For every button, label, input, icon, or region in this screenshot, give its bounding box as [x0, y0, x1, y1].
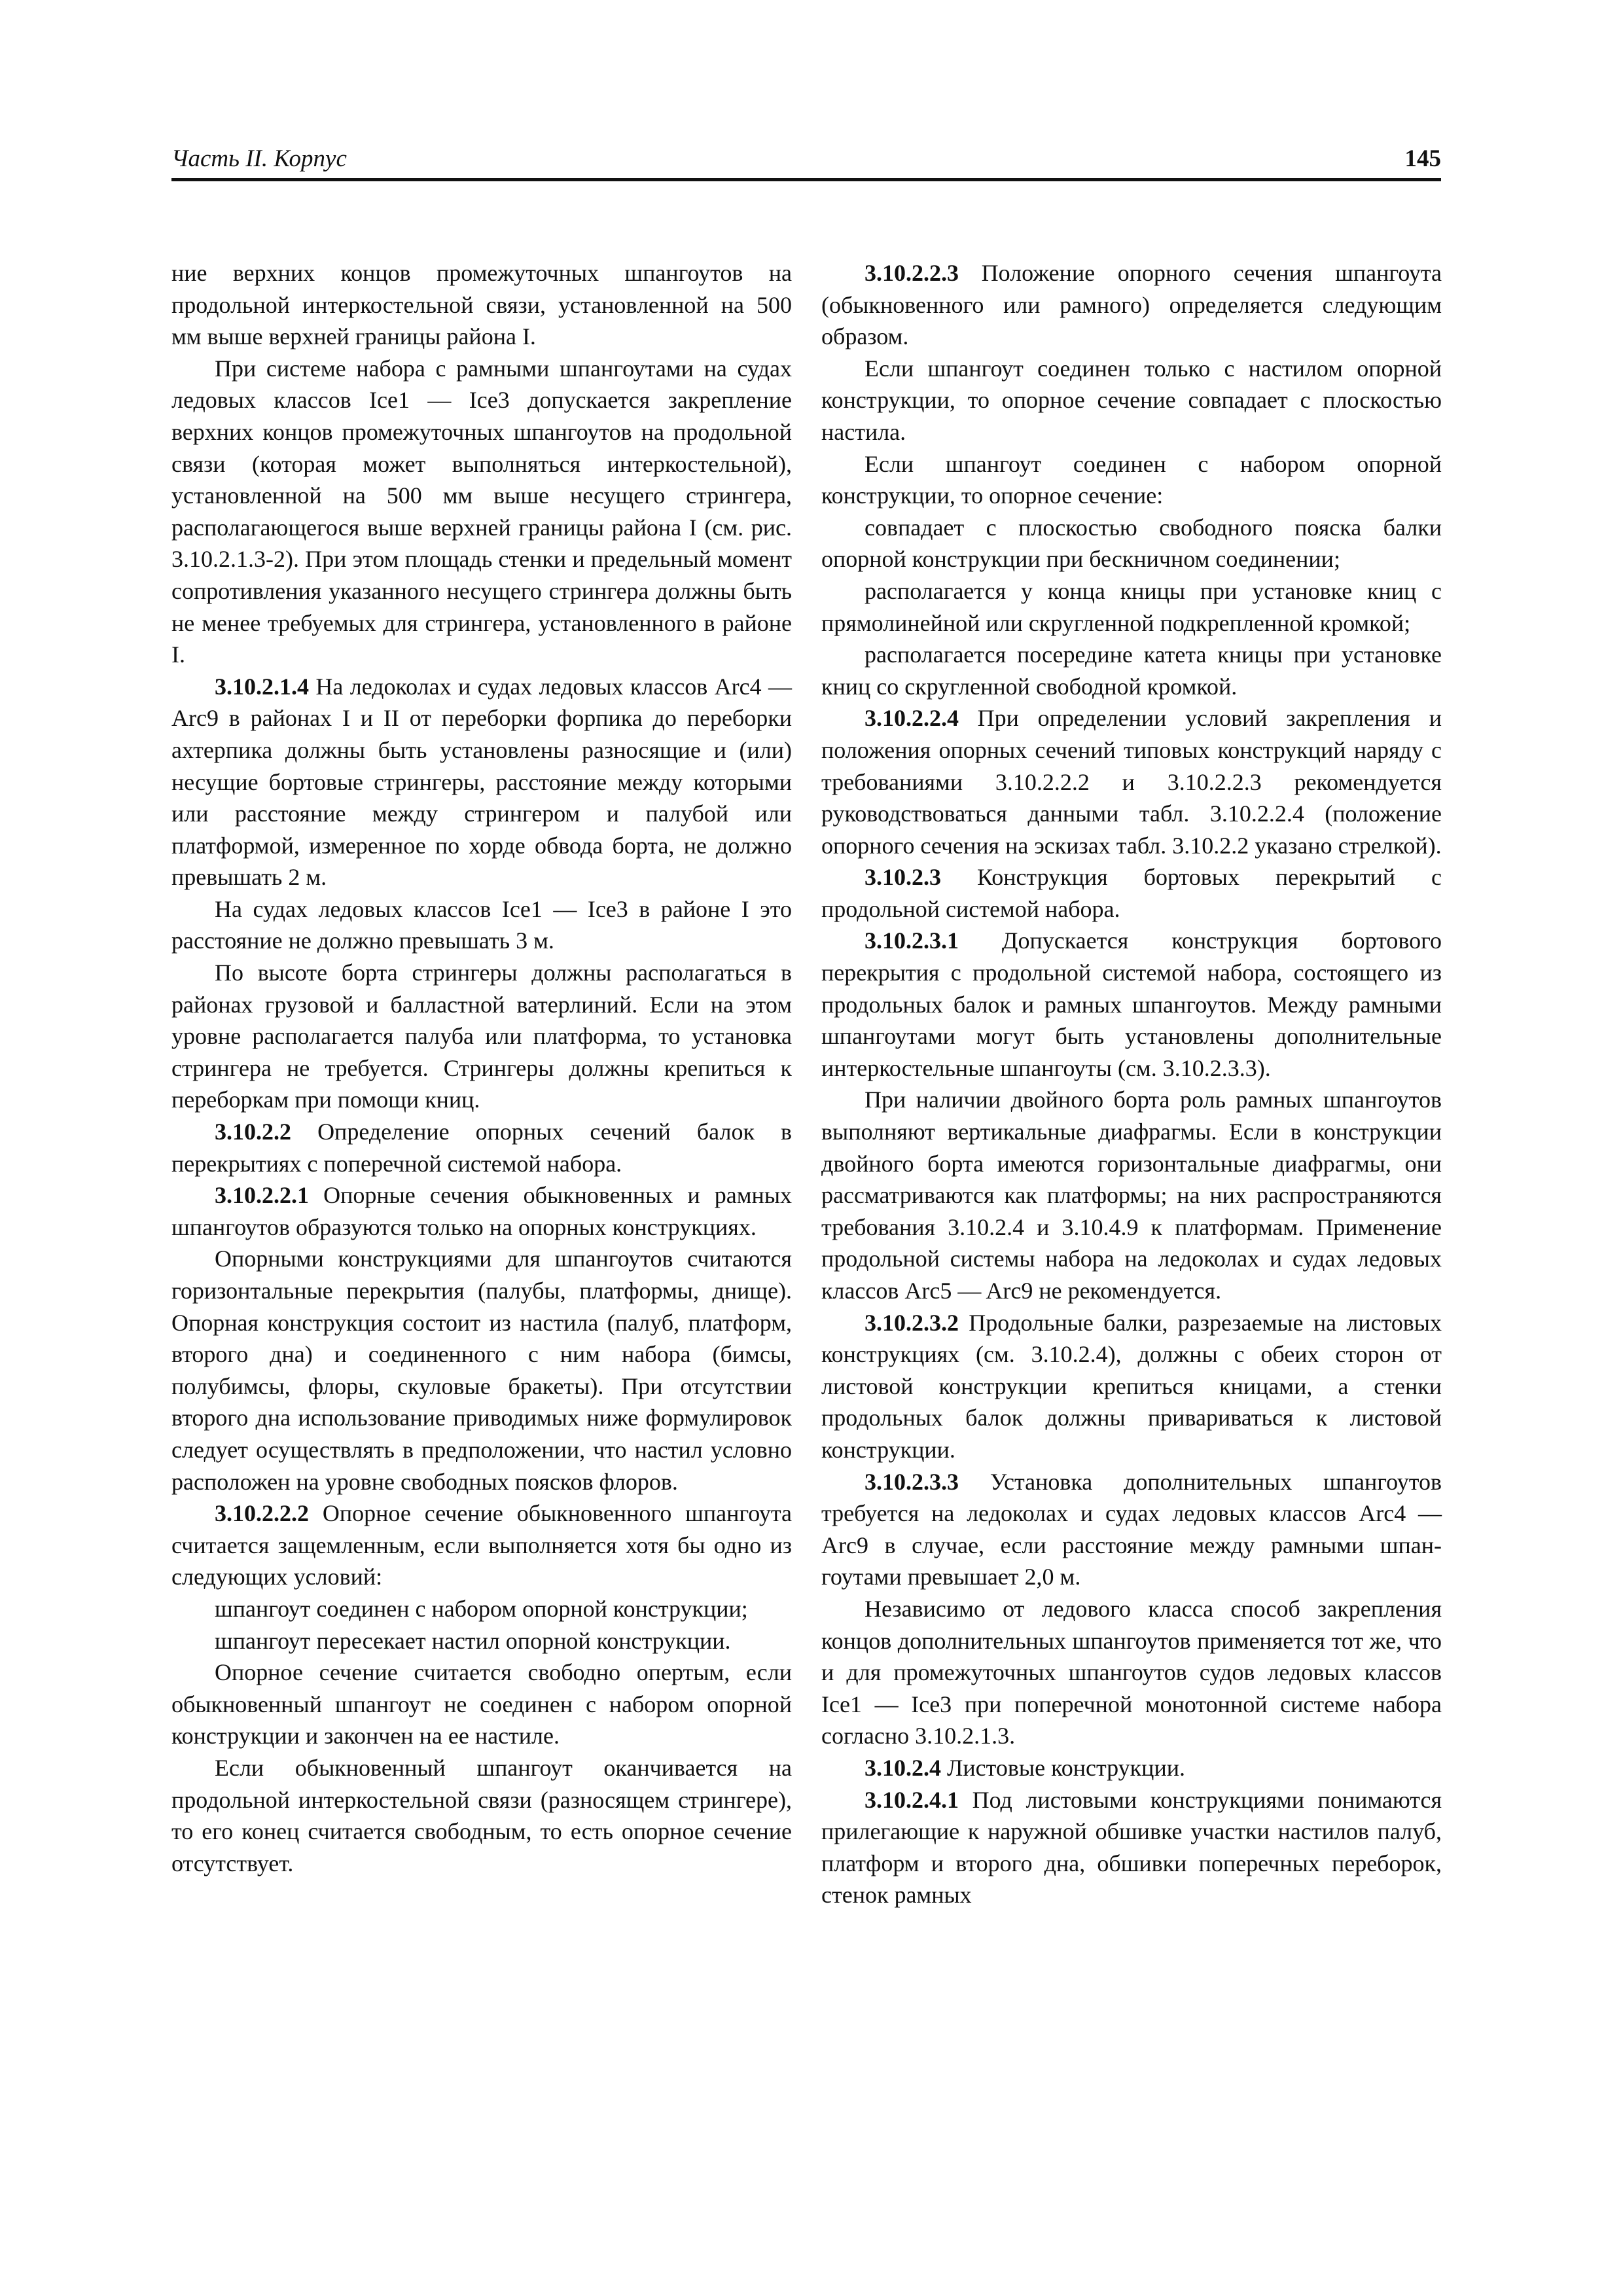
paragraph-text: Опорное сечение обыкновенного шпангоута считается защемленным, если выполняется хотя бы одно из следующих условий: — [171, 1500, 792, 1590]
paragraph — [821, 575, 1442, 639]
paragraph-text: При системе набора с рамными шпангоутами на судах ледовых классов Ice1 — Ice3 допускается закрепление верхних концов промежуточных шпангоутов на продольной связи (которая может выполняться интеркостельной), установленной на 500 мм выше несущего стрингера, располагающегося выше верхней границы района I (см. рис. 3.10.2.1.3-2). При этом площадь стенки и предельный момент сопротивления указанного несущего стрингера должны быть не менее требуемых для стрингера, установленного в районе I. — [171, 355, 792, 668]
paragraph — [171, 1625, 792, 1657]
paragraph-text: Если шпангоут соединен с набором опорной конструкции, то опорное сечение: — [821, 450, 1442, 509]
paragraph — [171, 1243, 792, 1498]
section-number: 3.10.2.2.4 — [865, 705, 959, 732]
paragraph — [821, 1307, 1442, 1466]
section-number: 3.10.2.2.2 — [215, 1500, 309, 1527]
paragraph-text: совпадает с плоскостью свободного пояска балки опорной конструкции при бескничном соединении; — [821, 514, 1442, 573]
paragraph-text: На судах ледовых классов Ice1 — Ice3 в районе I это расстояние не должно превышать 3 м. — [171, 895, 792, 954]
paragraph-text: Опорное сечение считается свободно опертым, если обыкновенный шпангоут не соединен с набором опорной конструкции и закончен на ее настиле. — [171, 1659, 792, 1749]
paragraph-text: На ледоколах и судах ледовых классов Arc4 — Arc9 в районах I и II от переборки форпика до переборки ахтерпика должны быть установлены разносящие и (или) несущие бортовые стрингеры, расстояние между которыми или расстояние между стрингером и палубой или платформой, измеренное по хорде обвода борта, не должно превышать 2 м. — [171, 673, 792, 891]
paragraph — [821, 1752, 1442, 1784]
section-number: 3.10.2.1.4 — [215, 673, 309, 700]
paragraph-text: Допускается конструкция бортового перекрытия с продольной системой набора, состоящего из продольных балок и рамных шпангоутов. Между рамными шпангоутами могут быть установлены дополнительные интеркостельные шпангоуты (см. 3.10.2.3.3). — [821, 927, 1442, 1081]
paragraph — [171, 1593, 792, 1625]
paragraph-text: При наличии двойного борта роль рамных шпангоутов выполняют вертикальные диафрагмы. Если в конструкции двойного борта имеются горизонтальные диафрагмы, они рассматриваются как платформы; на них распространяются требования 3.10.2.4 и 3.10.4.9 к платформам. Применение продольной системы набора на ледоколах и судах ледовых классов Arc5 — Arc9 не рекомендуется. — [821, 1086, 1442, 1304]
paragraph — [821, 353, 1442, 448]
paragraph — [171, 1498, 792, 1593]
paragraph-text: Под листовыми конструкциями понимаются прилегающие к наружной обшивке участки настилов палуб, платформ и второго дна, обшивки поперечных переборок, стенок рамных — [821, 1786, 1442, 1909]
section-number: 3.10.2.3.2 — [865, 1309, 959, 1336]
paragraph — [821, 257, 1442, 353]
paragraph — [171, 671, 792, 893]
section-number: 3.10.2.4 — [865, 1754, 941, 1781]
page-header — [171, 143, 1441, 181]
paragraph — [821, 925, 1442, 1084]
paragraph — [821, 448, 1442, 512]
paragraph-text: шпангоут пересекает настил опорной конструкции. — [215, 1627, 731, 1654]
paragraph-text: шпангоут соединен с набором опорной конструкции; — [215, 1595, 748, 1622]
paragraph-text: Если шпангоут соединен только с настилом опорной конструкции, то опорное сечение совпадает с плоскостью настила. — [821, 355, 1442, 445]
left-text-column — [171, 257, 792, 1879]
paragraph — [171, 1657, 792, 1752]
paragraph-text: Независимо от ледового класса способ закрепления концов дополнительных шпангоутов применяется тот же, что и для промежуточных шпангоутов судов ледовых классов Ice1 — Ice3 при поперечной монотонной системе набора согласно 3.10.2.1.3. — [821, 1595, 1442, 1749]
paragraph-text: Конструкция бортовых перекрытий с продольной системой набора. — [821, 864, 1442, 922]
paragraph — [171, 257, 792, 353]
paragraph — [821, 861, 1442, 925]
paragraph-text: По высоте борта стрингеры должны располагаться в районах грузовой и балластной ватерлиний. Если на этом уровне располагается палуба или платформа, то установка стрингера не требуется. Стрингеры должны крепиться к переборкам при помощи книц. — [171, 960, 792, 1113]
paragraph-text: Определение опорных сечений балок в перекрытиях с поперечной системой набора. — [171, 1119, 792, 1177]
paragraph — [821, 1784, 1442, 1911]
paragraph — [821, 1593, 1442, 1752]
paragraph — [821, 702, 1442, 861]
paragraph-text: Опорными конструкциями для шпангоутов считаются горизонтальные перекрытия (палубы, платформы, днище). Опорная конструкция состоит из настила (палуб, платформ, второго дна) и соединенного с ним набора (бимсы, полубимсы, флоры, скуловые бракеты). При отсутствии второго дна использование приводимых ниже формулировок следует осуществлять в предположении, что настил условно расположен на уровне свободных поясков флоров. — [171, 1246, 792, 1495]
paragraph — [171, 353, 792, 671]
section-number: 3.10.2.2.3 — [865, 260, 959, 286]
paragraph-text: Продольные балки, разрезаемые на листовых конструкциях (см. 3.10.2.4), должны с обеих сторон от листовой конструкции крепиться кницами, а стенки продольных балок должны привариваться к листовой конструкции. — [821, 1309, 1442, 1463]
paragraph-text: располагается посередине катета кницы при установке книц со скругленной свободной кромкой. — [821, 641, 1442, 700]
paragraph — [821, 512, 1442, 575]
paragraph — [171, 1752, 792, 1879]
running-title: Часть II. Корпус — [171, 145, 347, 172]
paragraph-text: При определении условий закрепления и положения опорных сечений типовых конструкций наряду с требованиями 3.10.2.2.2 и 3.10.2.2.3 рекомендуется руководствоваться данными табл. 3.10.2.2.4 (положение опорного сечения на эскизах табл. 3.10.2.2 указано стрелкой). — [821, 705, 1442, 859]
paragraph — [821, 639, 1442, 702]
section-number: 3.10.2.4.1 — [865, 1786, 959, 1813]
page-number: 145 — [1404, 145, 1441, 172]
paragraph-text: Установка дополнительных шпангоутов требуется на ледоколах и судах ледовых классов Arc4 — Arc9 в случае, если расстояние между рамными шпан-гоутами превышает 2,0 м. — [821, 1468, 1442, 1590]
paragraph — [171, 893, 792, 957]
paragraph-text: Если обыкновенный шпангоут оканчивается на продольной интеркостельной связи (разносящем стрингере), то его конец считается свободным, то есть опорное сечение отсутствует. — [171, 1754, 792, 1876]
section-number: 3.10.2.2.1 — [215, 1182, 309, 1209]
paragraph-text: Опорные сечения обыкновенных и рамных шпангоутов образуются только на опорных конструкциях. — [171, 1182, 793, 1240]
paragraph-text: ние верхних концов промежуточных шпангоутов на продольной интеркостельной связи, установленной на 500 мм выше верхней границы района I. — [171, 260, 792, 350]
right-text-column — [821, 257, 1442, 1911]
paragraph-text: Положение опорного сечения шпангоута (обыкновенного или рамного) определяется следующим образом. — [821, 260, 1442, 350]
section-number: 3.10.2.2 — [215, 1119, 291, 1145]
section-number: 3.10.2.3 — [865, 864, 941, 891]
paragraph-text: располагается у конца кницы при установке книц с прямолинейной или скругленной подкрепленной кромкой; — [821, 577, 1442, 636]
paragraph-text: Листовые конструкции. — [947, 1754, 1185, 1781]
paragraph — [821, 1084, 1442, 1306]
section-number: 3.10.2.3.3 — [865, 1468, 959, 1495]
paragraph — [171, 957, 792, 1116]
paragraph — [171, 1179, 792, 1243]
paragraph — [821, 1466, 1442, 1593]
paragraph — [171, 1116, 792, 1179]
section-number: 3.10.2.3.1 — [865, 927, 959, 954]
